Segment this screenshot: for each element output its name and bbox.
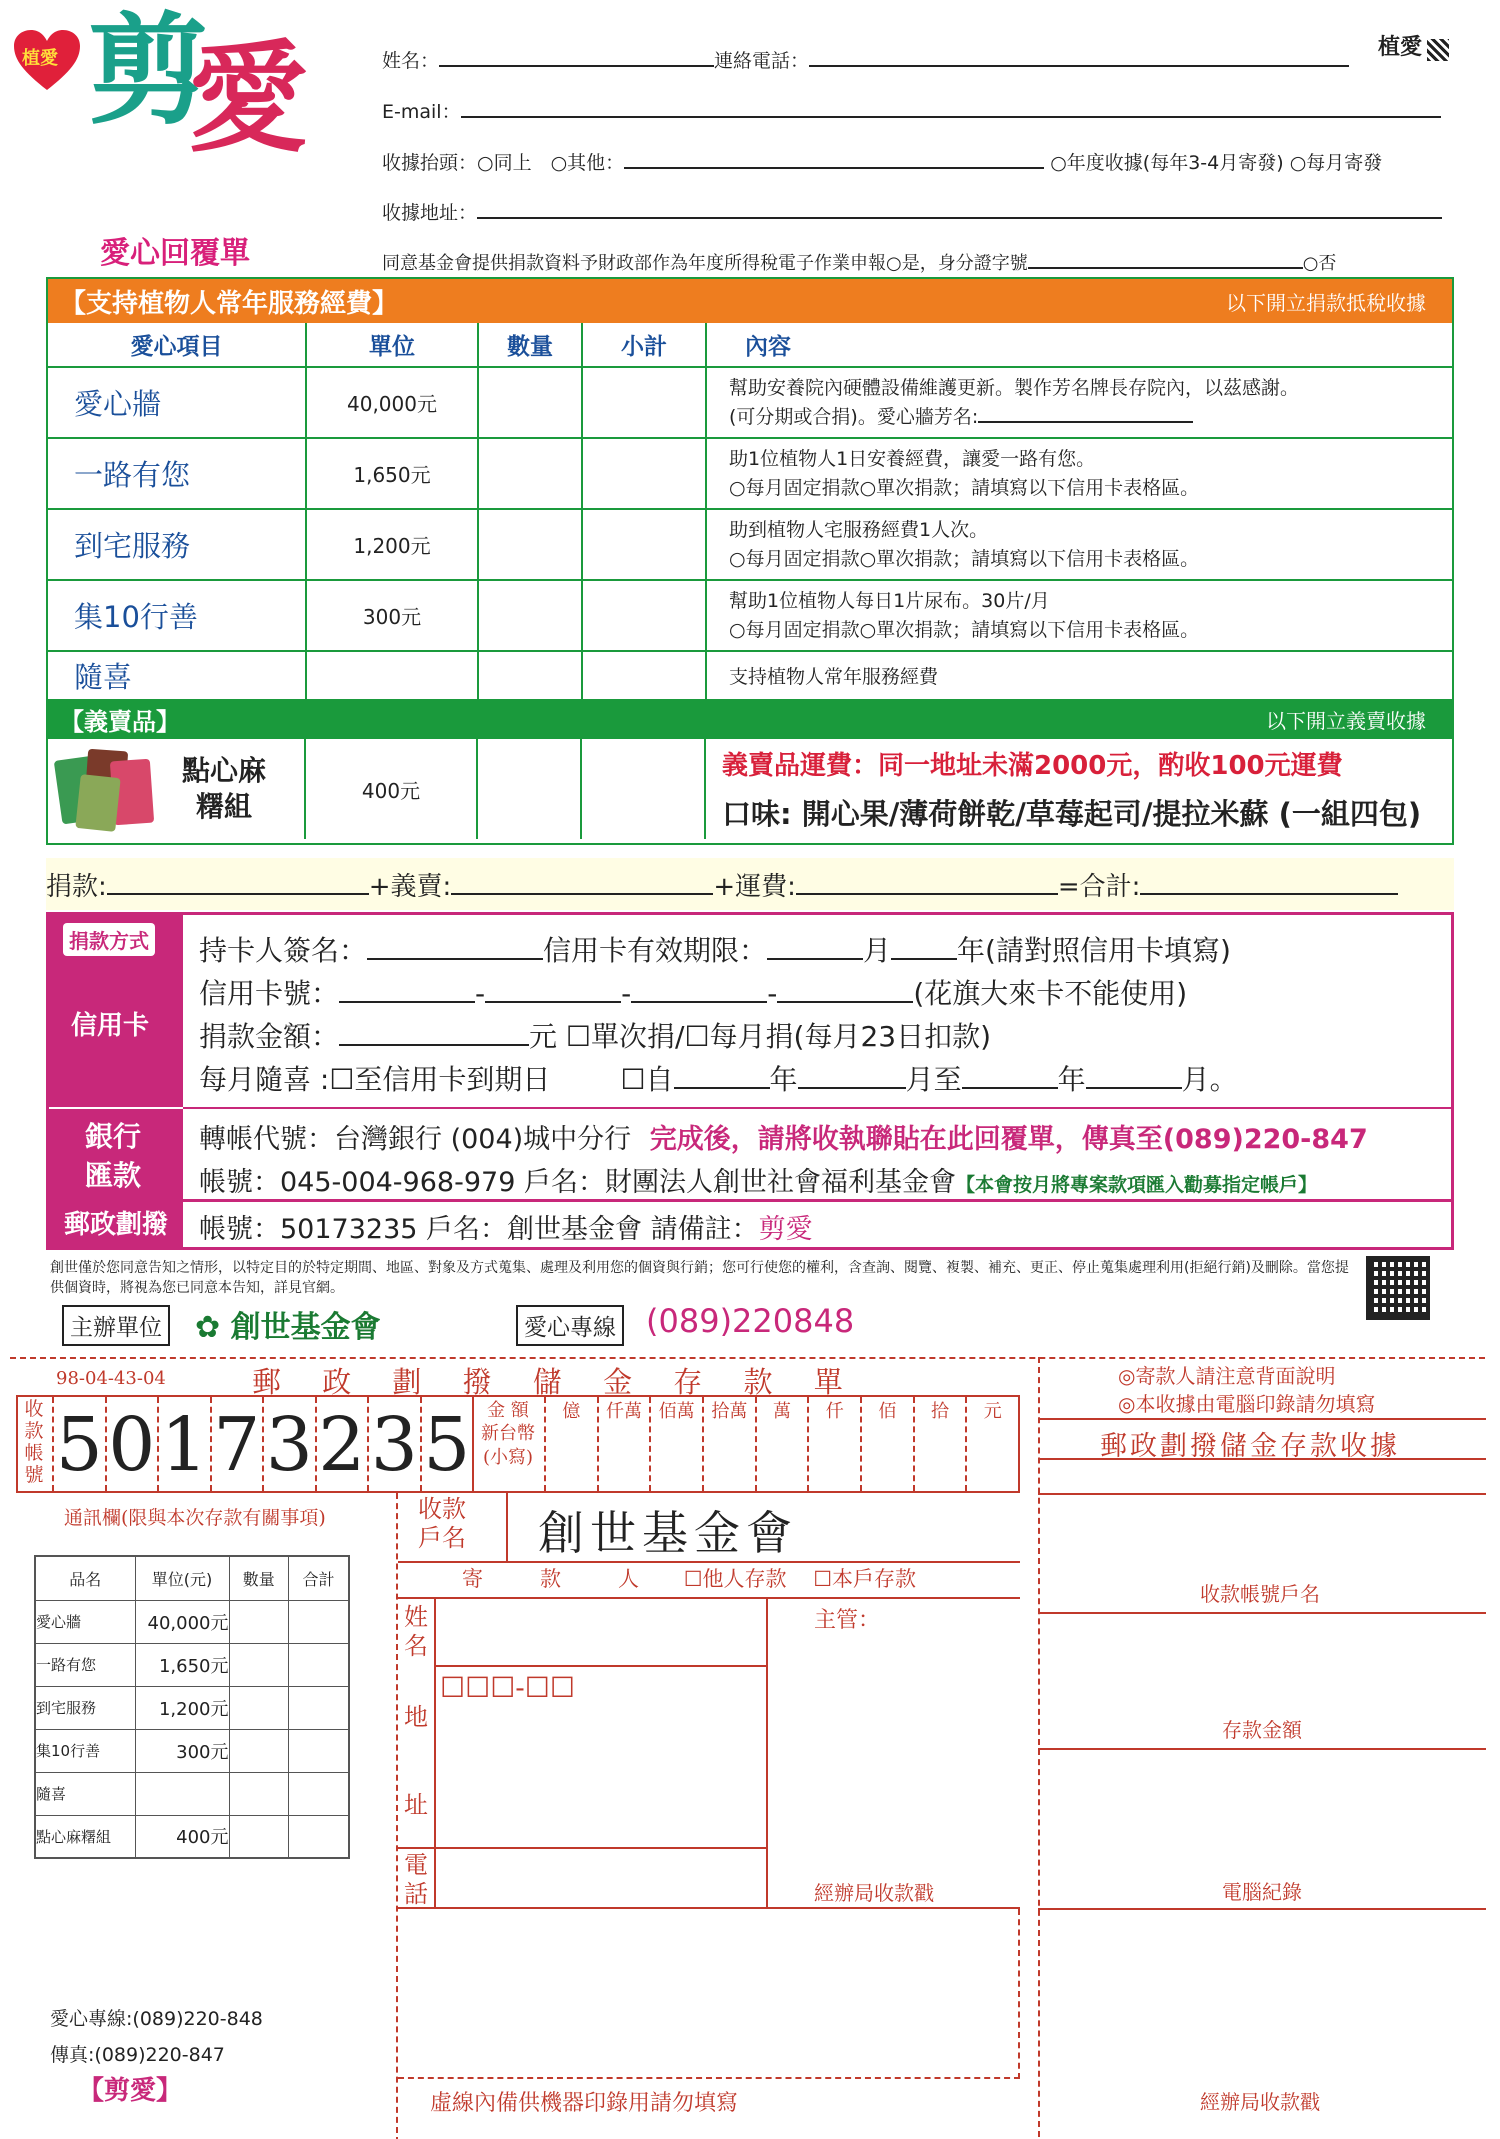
organizer-label: 主辦單位 xyxy=(62,1305,170,1346)
charity-row xyxy=(48,739,1452,839)
item-unit: 1,650元 xyxy=(306,438,478,509)
logo-small-text: 植愛 xyxy=(22,48,58,69)
other-deposit-option[interactable]: ☐他人存款 xyxy=(683,1567,787,1591)
receipt-amount-label: 存款金額 xyxy=(1222,1718,1302,1742)
receipt-title-field[interactable] xyxy=(624,167,1044,169)
item-qty[interactable] xyxy=(478,580,582,651)
mini-col-unit: 單位(元) xyxy=(135,1556,229,1600)
account-digit: 5 xyxy=(420,1397,473,1491)
address-row xyxy=(382,198,1442,225)
charity-content xyxy=(706,739,1452,839)
account-digit: 7 xyxy=(210,1397,263,1491)
item-content xyxy=(706,367,1452,438)
mini-row xyxy=(35,1643,349,1686)
charity-subtotal[interactable] xyxy=(582,739,706,839)
slip-code: 98-04-43-04 xyxy=(56,1368,166,1389)
mini-total[interactable] xyxy=(289,1815,349,1858)
account-digit: 3 xyxy=(367,1397,420,1491)
item-content-line[interactable]: ○每月固定捐款○單次捐款；請填寫以下信用卡表格區。 xyxy=(729,476,1200,499)
bank-line-1 xyxy=(199,1117,1368,1156)
post-label: 郵政劃撥 xyxy=(63,1210,168,1240)
mini-col-name: 品名 xyxy=(35,1556,135,1600)
footer-hotline: 愛心專線:(089)220-848 xyxy=(50,2008,263,2030)
receipt-title-label: 收據抬頭：○同上 ○其他： xyxy=(382,152,625,174)
account-box xyxy=(16,1395,474,1493)
consent-text: 同意基金會提供捐款資料予財政部作為年度所得稅電子作業申報○是，身分證字號 xyxy=(382,253,1028,274)
bank-label: 銀行 匯款 xyxy=(85,1120,142,1193)
sender-row xyxy=(398,1563,1020,1599)
item-content-line[interactable]: ○每月固定捐款○單次捐款；請填寫以下信用卡表格區。 xyxy=(729,618,1200,641)
shipping-total-field[interactable] xyxy=(796,893,1058,895)
support-row xyxy=(48,438,1452,509)
item-qty[interactable] xyxy=(478,509,582,580)
mini-name: 隨喜 xyxy=(35,1772,135,1815)
sender-col-divider xyxy=(766,1599,768,1909)
supervisor-label: 主管： xyxy=(814,1608,881,1633)
charity-note: 以下開立義賣收據 xyxy=(1266,708,1426,733)
support-row xyxy=(48,651,1452,699)
mini-col-qty: 數量 xyxy=(229,1556,289,1600)
charity-total-field[interactable] xyxy=(451,893,713,895)
bank-instruction: 完成後，請將收執聯貼在此回覆單，傳真至(089)220-847 xyxy=(649,1124,1368,1155)
item-qty[interactable] xyxy=(478,367,582,438)
mini-unit xyxy=(135,1772,229,1815)
brand-mark xyxy=(1378,30,1449,61)
card-line-2: 信用卡號： - - - (花旗大來卡不能使用) xyxy=(199,977,1188,1010)
mini-qty[interactable] xyxy=(229,1815,289,1858)
donation-total-field[interactable] xyxy=(107,893,369,895)
name-label: 姓名： xyxy=(382,50,440,72)
flower-icon: ✿ xyxy=(195,1310,221,1345)
charity-banner xyxy=(48,699,1452,739)
receipt-line xyxy=(1038,1908,1486,1910)
slip-note-1: ◎寄款人請注意背面說明 xyxy=(1118,1364,1336,1388)
mini-unit: 400元 xyxy=(135,1815,229,1858)
item-unit: 40,000元 xyxy=(306,367,478,438)
credit-card-label: 信用卡 xyxy=(71,1011,150,1041)
brand-mark-text: 植愛 xyxy=(1378,35,1423,60)
stamp-label: 經辦局收款戳 xyxy=(814,1881,934,1905)
mini-unit: 1,200元 xyxy=(135,1686,229,1729)
support-table xyxy=(48,323,1452,699)
item-name: 隨喜 xyxy=(48,651,306,699)
item-unit: 300元 xyxy=(306,580,478,651)
donation-label: 捐款: xyxy=(46,872,107,902)
self-deposit-option[interactable]: ☐本戶存款 xyxy=(813,1567,917,1591)
receipt-stamp-label: 經辦局收款戳 xyxy=(1200,2090,1320,2114)
sender-label: 寄 款 人 xyxy=(462,1567,657,1591)
item-subtotal[interactable] xyxy=(582,580,706,651)
email-label: E-mail： xyxy=(382,101,461,123)
logo-char-1: 剪 xyxy=(88,2,208,141)
slip-top-dash xyxy=(10,1357,1485,1359)
item-qty[interactable] xyxy=(478,651,582,699)
name-row xyxy=(382,46,1349,73)
charity-label: +義賣: xyxy=(368,872,452,902)
charity-unit: 400元 xyxy=(306,739,478,839)
to-year-field[interactable] xyxy=(962,1087,1058,1089)
support-note: 以下開立捐款抵稅收據 xyxy=(1226,290,1426,315)
address-label: 收據地址： xyxy=(382,202,478,224)
post-divider xyxy=(49,1199,1451,1202)
support-row xyxy=(48,509,1452,580)
post-account: 帳號：50173235 戶名：創世基金會 請備註： xyxy=(199,1214,759,1245)
bank-line-2 xyxy=(199,1160,1317,1199)
email-field[interactable] xyxy=(461,116,1441,118)
payment-section xyxy=(46,912,1454,1250)
amount-label: 金 額 新台幣 (小寫) xyxy=(481,1400,535,1468)
address-label-slip-2: 址 xyxy=(404,1791,428,1819)
account-digit: 3 xyxy=(262,1397,315,1491)
support-header-row xyxy=(48,323,1452,367)
phone-field[interactable] xyxy=(809,65,1349,67)
amount-unit[interactable]: 萬 xyxy=(755,1397,808,1491)
amount-units xyxy=(544,1397,1018,1491)
receipt-line xyxy=(1038,1748,1486,1750)
mini-name: 點心麻糬組 xyxy=(35,1815,135,1858)
donation-frequency-options[interactable]: 元 ☐單次捐/☐每月捐(每月23日扣款) xyxy=(529,1020,992,1053)
item-content-line: (可分期或合捐)。愛心牆芳名: xyxy=(729,403,1452,432)
mini-item-table xyxy=(34,1555,350,1859)
receipt-line xyxy=(1038,1612,1486,1614)
to-month-field[interactable] xyxy=(1086,1087,1182,1089)
mini-row xyxy=(35,1815,349,1858)
consent-row xyxy=(382,249,1336,275)
mini-header-row xyxy=(35,1556,349,1600)
amount-unit[interactable]: 仟 xyxy=(807,1397,860,1491)
account-digit: 5 xyxy=(52,1397,105,1491)
item-subtotal[interactable] xyxy=(582,438,706,509)
amount-unit[interactable]: 億 xyxy=(544,1397,597,1491)
support-row xyxy=(48,580,1452,651)
mini-col-total: 合計 xyxy=(289,1556,349,1600)
receipt-title: 郵政劃撥儲金存款收據 xyxy=(1100,1431,1400,1462)
item-content xyxy=(706,438,1452,509)
item-content xyxy=(706,509,1452,580)
bank-code: 轉帳代號：台灣銀行 (004)城中分行 xyxy=(199,1124,632,1155)
bank-divider xyxy=(183,1107,1451,1109)
email-row xyxy=(382,97,1441,124)
grand-total-field[interactable] xyxy=(1140,893,1398,895)
item-name: 愛心牆 xyxy=(48,367,306,438)
mini-qty[interactable] xyxy=(229,1643,289,1686)
logo-char-2: 愛 xyxy=(188,30,308,169)
amount-unit[interactable]: 拾萬 xyxy=(702,1397,755,1491)
item-content-line: 助到植物人宅服務經費1人次。 xyxy=(729,519,989,541)
mini-unit: 1,650元 xyxy=(135,1643,229,1686)
amount-unit[interactable]: 元 xyxy=(965,1397,1018,1491)
consent-no[interactable]: ○否 xyxy=(1302,253,1337,274)
from-year-field[interactable] xyxy=(674,1087,770,1089)
logo-subtitle: 愛心回覆單 xyxy=(100,236,250,271)
charity-title: 【義賣品】 xyxy=(60,707,180,736)
mini-row xyxy=(35,1600,349,1643)
hotline-number: (089)220848 xyxy=(646,1302,855,1340)
amount-unit[interactable]: 拾 xyxy=(913,1397,966,1491)
support-title: 【支持植物人常年服務經費】 xyxy=(60,288,399,319)
mini-qty[interactable] xyxy=(229,1600,289,1643)
mini-name: 一路有您 xyxy=(35,1643,135,1686)
name-line[interactable] xyxy=(434,1665,766,1667)
account-digit: 1 xyxy=(157,1397,210,1491)
charity-qty[interactable] xyxy=(478,739,582,839)
comm-label: 通訊欄(限與本次存款有關事項) xyxy=(64,1507,326,1529)
card-line-3: 捐款金額： 元 ☐單次捐/☐每月捐(每月23日扣款) xyxy=(199,1020,992,1053)
card-line-1: 持卡人簽名： 信用卡有效期限： 月 年(請對照信用卡填寫) xyxy=(199,934,1231,967)
item-content-line[interactable]: ○每月固定捐款○單次捐款；請填寫以下信用卡表格區。 xyxy=(729,547,1200,570)
id-number-field[interactable] xyxy=(1028,267,1303,269)
card-number-part-3[interactable] xyxy=(631,1001,767,1003)
slip-right-divider xyxy=(1038,1357,1040,2137)
col-subtotal: 小計 xyxy=(582,323,706,367)
slip-title: 郵 政 劃 撥 儲 金 存 款 單 xyxy=(252,1365,859,1399)
support-section xyxy=(46,277,1454,845)
post-remark: 剪愛 xyxy=(758,1214,813,1245)
donation-amount-field[interactable] xyxy=(339,1044,529,1046)
receipt-title-row xyxy=(382,148,1382,175)
receipt-line xyxy=(1038,1418,1486,1420)
amount-unit[interactable]: 佰 xyxy=(860,1397,913,1491)
charity-item-name: 點心麻 糬組 xyxy=(182,753,267,823)
item-content-line: 助1位植物人1日安養經費，讓愛一路有您。 xyxy=(729,448,1096,470)
mini-total[interactable] xyxy=(289,1643,349,1686)
item-content-line: 幫助安養院內硬體設備維護更新。製作芳名牌長存院內，以茲感謝。 xyxy=(729,377,1300,399)
logo-heart xyxy=(14,30,80,92)
mini-total[interactable] xyxy=(289,1729,349,1772)
account-digit: 0 xyxy=(105,1397,158,1491)
card-line-4: 每月隨喜 :☐至信用卡到期日 ☐自 年 月至 年 月。 xyxy=(199,1063,1238,1096)
hotline-label: 愛心專線 xyxy=(516,1305,624,1346)
amount-unit[interactable]: 仟萬 xyxy=(597,1397,650,1491)
payee-label: 收款戶名 xyxy=(418,1495,466,1552)
account-label: 收款帳號 xyxy=(24,1398,44,1486)
receipt-frequency-options[interactable]: ○年度收據(每年3-4月寄發) ○每月寄發 xyxy=(1050,152,1383,174)
item-content xyxy=(706,580,1452,651)
item-subtotal[interactable] xyxy=(582,367,706,438)
support-banner xyxy=(48,279,1452,323)
mini-name: 愛心牆 xyxy=(35,1600,135,1643)
expiry-year-field[interactable] xyxy=(891,958,957,960)
mini-unit: 300元 xyxy=(135,1729,229,1772)
from-option[interactable]: ☐自 xyxy=(620,1063,674,1096)
account-digit: 2 xyxy=(315,1397,368,1491)
col-unit: 單位 xyxy=(306,323,478,367)
expiry-month-field[interactable] xyxy=(767,958,863,960)
sender-box xyxy=(398,1599,1020,1909)
mini-qty[interactable] xyxy=(229,1686,289,1729)
mini-total[interactable] xyxy=(289,1772,349,1815)
col-item: 愛心項目 xyxy=(48,323,306,367)
mini-total[interactable] xyxy=(289,1600,349,1643)
zip-boxes[interactable]: ☐☐☐-☐☐ xyxy=(440,1671,575,1704)
qr-icon xyxy=(1427,39,1449,61)
charity-item-cell xyxy=(48,739,306,839)
name-field[interactable] xyxy=(439,65,714,67)
phone-label-slip: 電話 xyxy=(404,1851,428,1908)
payment-method-label: 捐款方式 xyxy=(63,923,155,956)
footer-fax: 傳真:(089)220-847 xyxy=(50,2044,225,2066)
item-name: 一路有您 xyxy=(48,438,306,509)
bank-account-note: 【本會按月將專案款項匯入勸募指定帳戶】 xyxy=(955,1174,1317,1196)
cardholder-signature-field[interactable] xyxy=(367,958,543,960)
col-qty: 數量 xyxy=(478,323,582,367)
support-row xyxy=(48,367,1452,438)
item-content-line: 幫助1位植物人每日1片尿布。30片/月 xyxy=(729,590,1050,612)
item-qty[interactable] xyxy=(478,438,582,509)
address-label-slip-1: 地 xyxy=(404,1703,428,1731)
receipt-line xyxy=(1038,1493,1486,1495)
card-number-part-2[interactable] xyxy=(485,1001,621,1003)
slip-note-2: ◎本收據由電腦印錄請勿填寫 xyxy=(1118,1392,1376,1416)
item-name: 到宅服務 xyxy=(48,509,306,580)
item-unit xyxy=(306,651,478,699)
footer-tag: 【剪愛】 xyxy=(78,2076,183,2106)
mini-unit: 40,000元 xyxy=(135,1600,229,1643)
mini-qty[interactable] xyxy=(229,1772,289,1815)
receipt-payee-label: 收款帳號戶名 xyxy=(1200,1582,1320,1606)
item-unit: 1,200元 xyxy=(306,509,478,580)
receipt-record-label: 電腦紀錄 xyxy=(1222,1880,1302,1904)
shipping-note: 義賣品運費：同一地址未滿2000元，酌收100元運費 xyxy=(722,751,1343,781)
post-line xyxy=(199,1207,813,1246)
flavors-note: 口味: 開心果/薄荷餅乾/草莓起司/提拉米蘇 (一組四包) xyxy=(722,797,1422,831)
mini-row xyxy=(35,1686,349,1729)
from-month-field[interactable] xyxy=(798,1087,906,1089)
amount-unit[interactable]: 佰萬 xyxy=(649,1397,702,1491)
col-content: 內容 xyxy=(706,323,1452,367)
receipt-line xyxy=(1038,1458,1486,1460)
until-expiry-option[interactable]: 每月隨喜 :☐至信用卡到期日 xyxy=(199,1063,551,1096)
bank-account: 帳號：045-004-968-979 戶名：財團法人創世社會福利基金會 xyxy=(199,1167,956,1198)
item-subtotal[interactable] xyxy=(582,651,706,699)
address-line[interactable] xyxy=(398,1847,766,1849)
mini-row xyxy=(35,1772,349,1815)
account-digits xyxy=(52,1397,472,1491)
wall-name-field[interactable] xyxy=(978,421,1193,423)
post-left-divider xyxy=(49,1107,183,1109)
item-subtotal[interactable] xyxy=(582,509,706,580)
payee-divider xyxy=(506,1493,508,1561)
payment-left-col xyxy=(49,915,183,1247)
mochi-product-image xyxy=(56,746,176,832)
organizer-name: 創世基金會 xyxy=(230,1310,381,1345)
privacy-notice: 創世僅於您同意告知之情形，以特定目的於特定期間、地區、對象及方式蒐集、處理及利用您的個資與行銷；您可行使您的權利，含查詢、閱覽、複製、補充、更正、停止蒐集處理利用(拒絕行銷)及刪除。當您提供個資時，將視為您已同意本告知，詳見官網。 xyxy=(50,1260,1349,1297)
organizer-logo xyxy=(195,1302,381,1346)
machine-note: 虛線內備供機器印錄用請勿填寫 xyxy=(430,2091,739,2116)
name-label-slip: 姓名 xyxy=(404,1603,428,1660)
item-content: 支持植物人常年服務經費 xyxy=(729,666,939,688)
item-name: 集10行善 xyxy=(48,580,306,651)
sender-label-divider xyxy=(434,1599,436,1909)
shipping-label: +運費: xyxy=(713,872,796,902)
grand-total-label: =合計: xyxy=(1057,872,1141,902)
mini-name: 集10行善 xyxy=(35,1729,135,1772)
machine-box xyxy=(398,1909,1020,2079)
payee-name: 創世基金會 xyxy=(538,1506,798,1560)
mini-total[interactable] xyxy=(289,1686,349,1729)
totals-row xyxy=(46,858,1454,910)
card-number-part-1[interactable] xyxy=(339,1001,475,1003)
phone-label: 連絡電話： xyxy=(714,50,810,72)
mini-name: 到宅服務 xyxy=(35,1686,135,1729)
mini-row xyxy=(35,1729,349,1772)
amount-box xyxy=(474,1395,1020,1493)
address-field[interactable] xyxy=(477,217,1442,219)
mini-qty[interactable] xyxy=(229,1729,289,1772)
qr-code xyxy=(1366,1256,1430,1320)
payee-box xyxy=(398,1493,1020,1563)
card-number-part-4[interactable] xyxy=(777,1001,913,1003)
